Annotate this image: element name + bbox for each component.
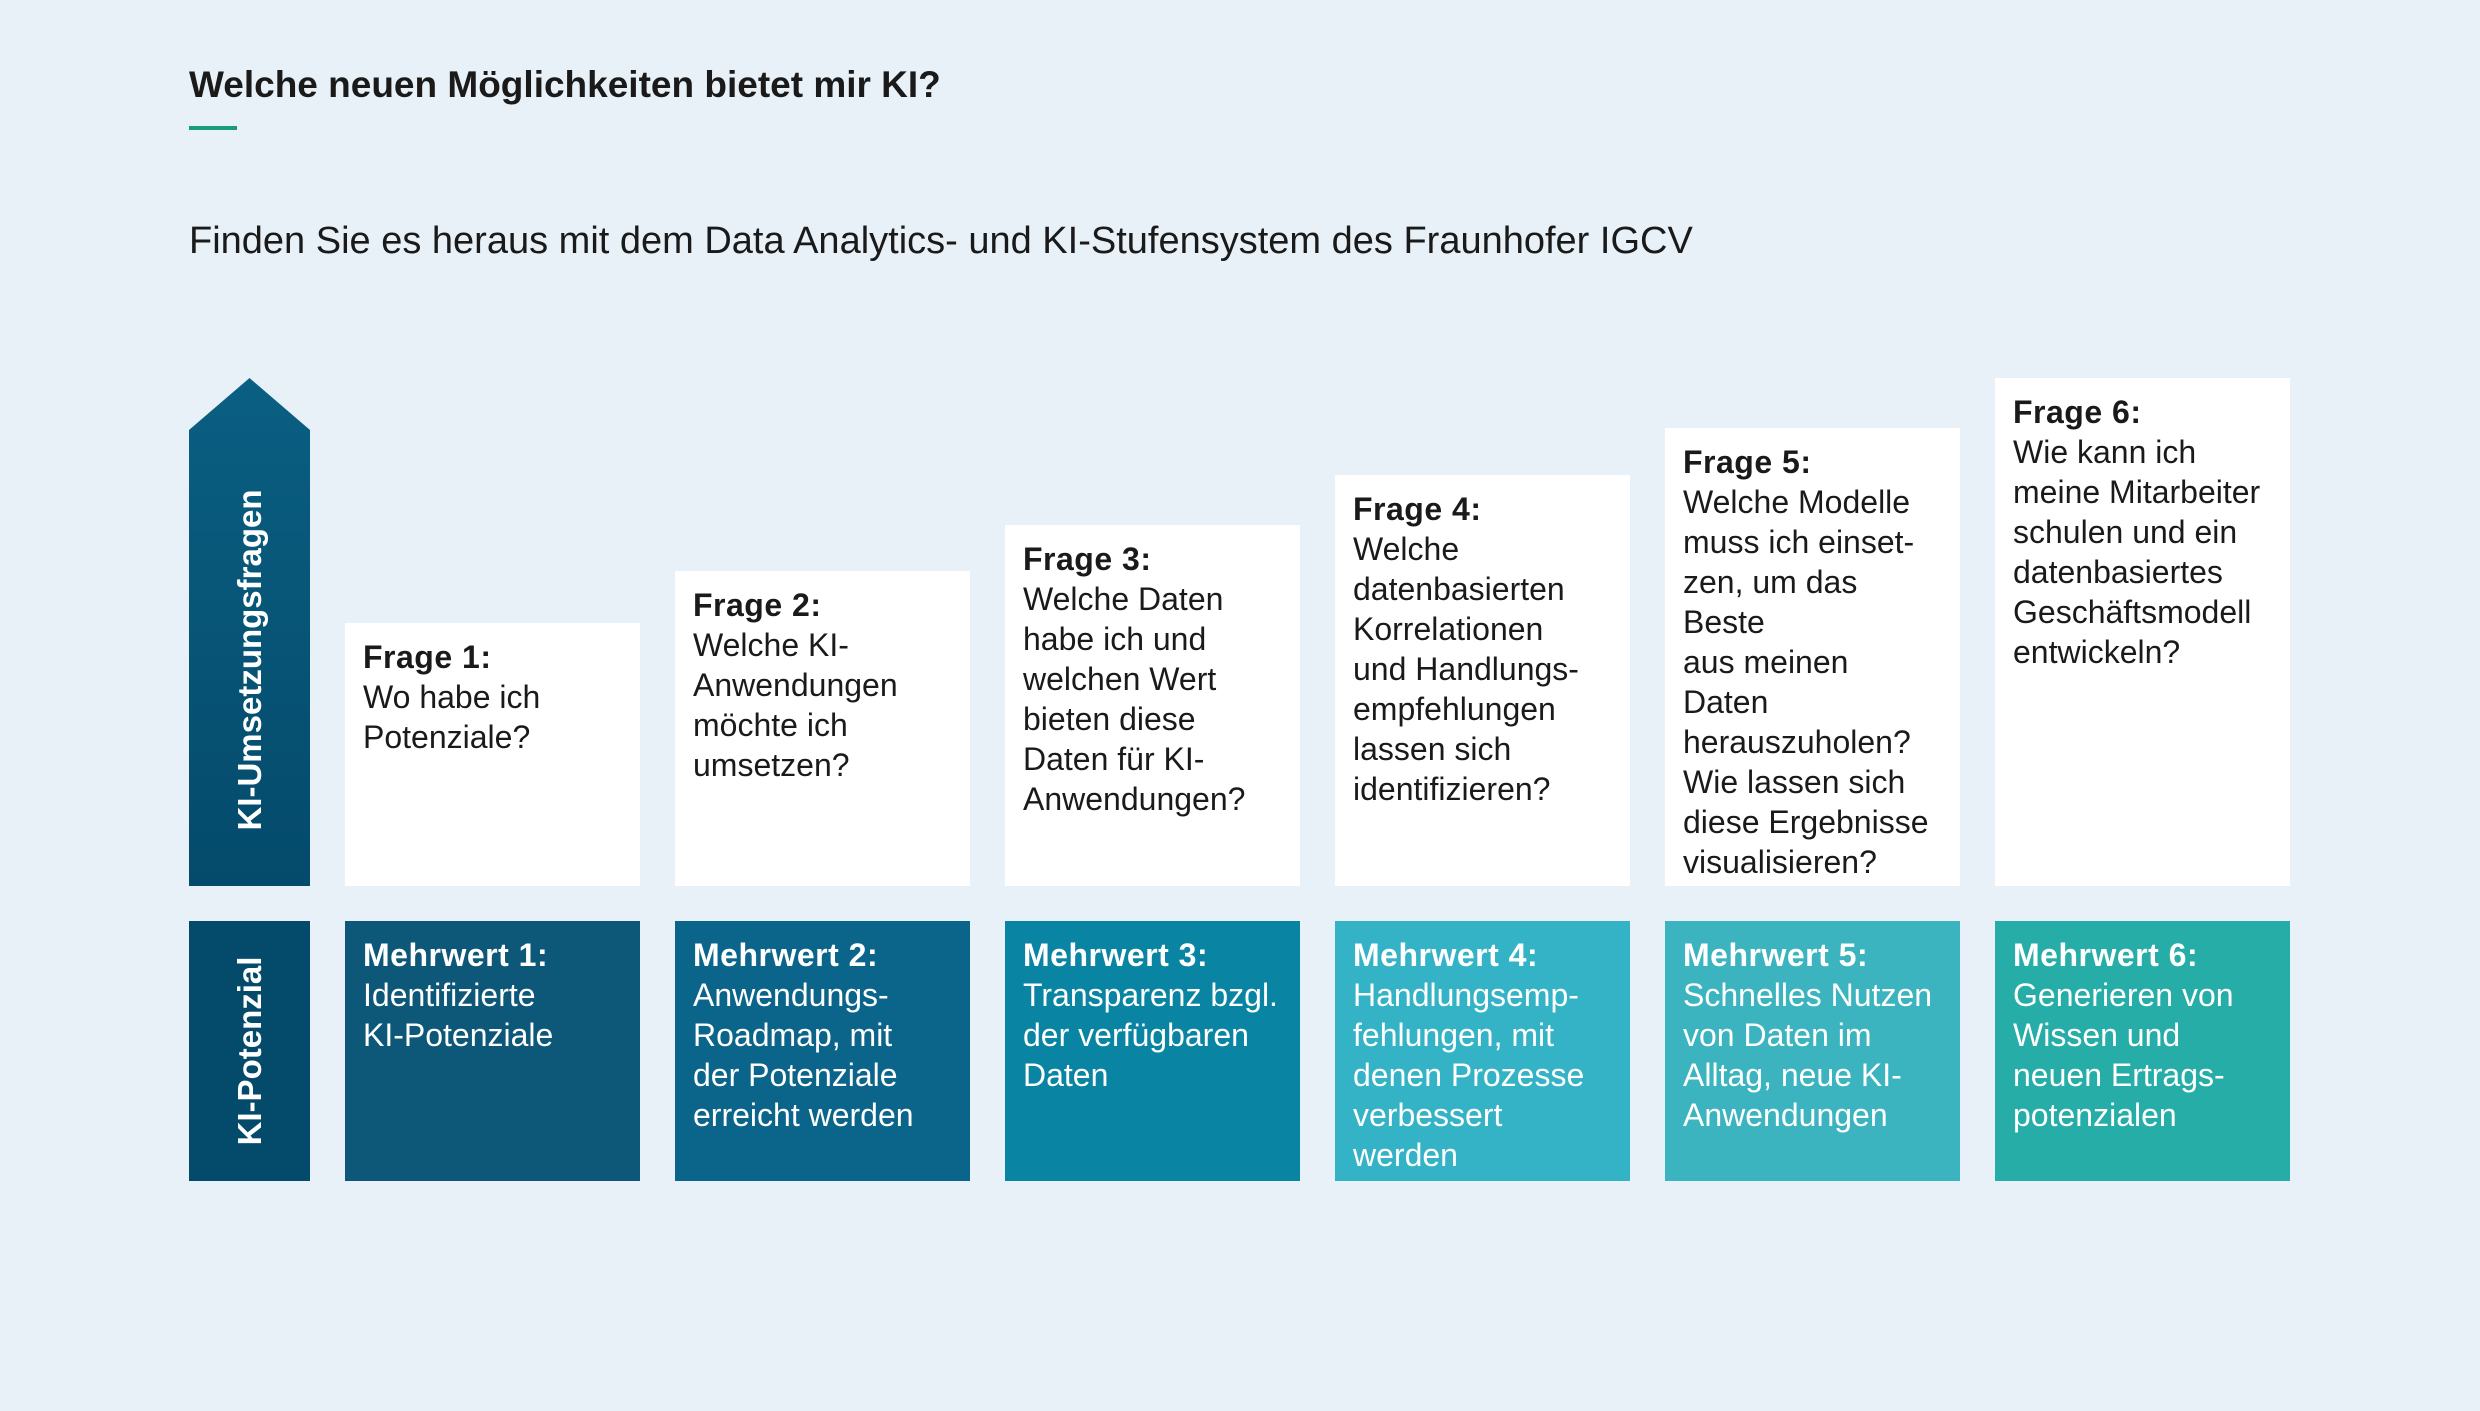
value-card-3 — [1005, 921, 1300, 1181]
title-underline — [189, 126, 237, 130]
value-heading: Mehrwert 6: — [2013, 937, 2199, 973]
value-card-1 — [345, 921, 640, 1181]
value-card-6 — [1995, 921, 2290, 1181]
question-heading: Frage 6: — [2013, 394, 2142, 430]
value-text: Anwendungs- Roadmap, mit der Potenziale erreicht werden — [693, 977, 914, 1133]
question-card-4 — [1335, 475, 1630, 886]
value-heading: Mehrwert 2: — [693, 937, 879, 973]
value-card-4 — [1335, 921, 1630, 1181]
questions-axis-label: KI-Umsetzungsfragen — [231, 489, 268, 831]
page-subtitle: Finden Sie es heraus mit dem Data Analytics- und KI-Stufensystem des Fraunhofer IGCV — [189, 220, 1693, 262]
value-card-2 — [675, 921, 970, 1181]
value-text: Generieren von Wissen und neuen Ertrags- potenzialen — [2013, 977, 2234, 1133]
value-text: Identifizierte KI-Potenziale — [363, 977, 554, 1053]
question-heading: Frage 2: — [693, 587, 822, 623]
value-heading: Mehrwert 3: — [1023, 937, 1209, 973]
question-heading: Frage 4: — [1353, 491, 1482, 527]
question-heading: Frage 5: — [1683, 444, 1812, 480]
value-text: Schnelles Nutzen von Daten im Alltag, neue KI- Anwendungen — [1683, 977, 1933, 1133]
question-card-3 — [1005, 525, 1300, 886]
question-text: Welche datenbasierten Korrelationen und Handlungs- empfehlungen lassen sich identifizieren? — [1353, 531, 1579, 807]
question-card-2 — [675, 571, 970, 886]
value-heading: Mehrwert 4: — [1353, 937, 1539, 973]
question-card-6 — [1995, 378, 2290, 886]
question-heading: Frage 3: — [1023, 541, 1152, 577]
value-text: Transparenz bzgl. der verfügbaren Daten — [1023, 977, 1278, 1093]
question-text: Welche Daten habe ich und welchen Wert bieten diese Daten für KI- Anwendungen? — [1023, 581, 1246, 817]
value-card-5 — [1665, 921, 1960, 1181]
value-axis-label: KI-Potenzial — [231, 956, 268, 1146]
question-text: Welche KI- Anwendungen möchte ich umsetzen? — [693, 627, 898, 783]
value-heading: Mehrwert 1: — [363, 937, 549, 973]
question-heading: Frage 1: — [363, 639, 492, 675]
value-heading: Mehrwert 5: — [1683, 937, 1869, 973]
question-text: Wie kann ich meine Mitarbeiter schulen und ein datenbasiertes Geschäftsmodell entwickeln? — [2013, 434, 2261, 670]
question-text: Welche Modelle muss ich einset- zen, um das Beste aus meinen Daten herauszuholen? Wie lassen sich diese Ergebnisse visualisieren? — [1683, 484, 1929, 880]
question-card-1 — [345, 623, 640, 886]
value-text: Handlungsemp- fehlungen, mit denen Prozesse verbessert werden — [1353, 977, 1585, 1173]
page-title: Welche neuen Möglichkeiten bietet mir KI? — [189, 64, 941, 105]
question-card-5 — [1665, 428, 1960, 886]
question-text: Wo habe ich Potenziale? — [363, 679, 541, 755]
